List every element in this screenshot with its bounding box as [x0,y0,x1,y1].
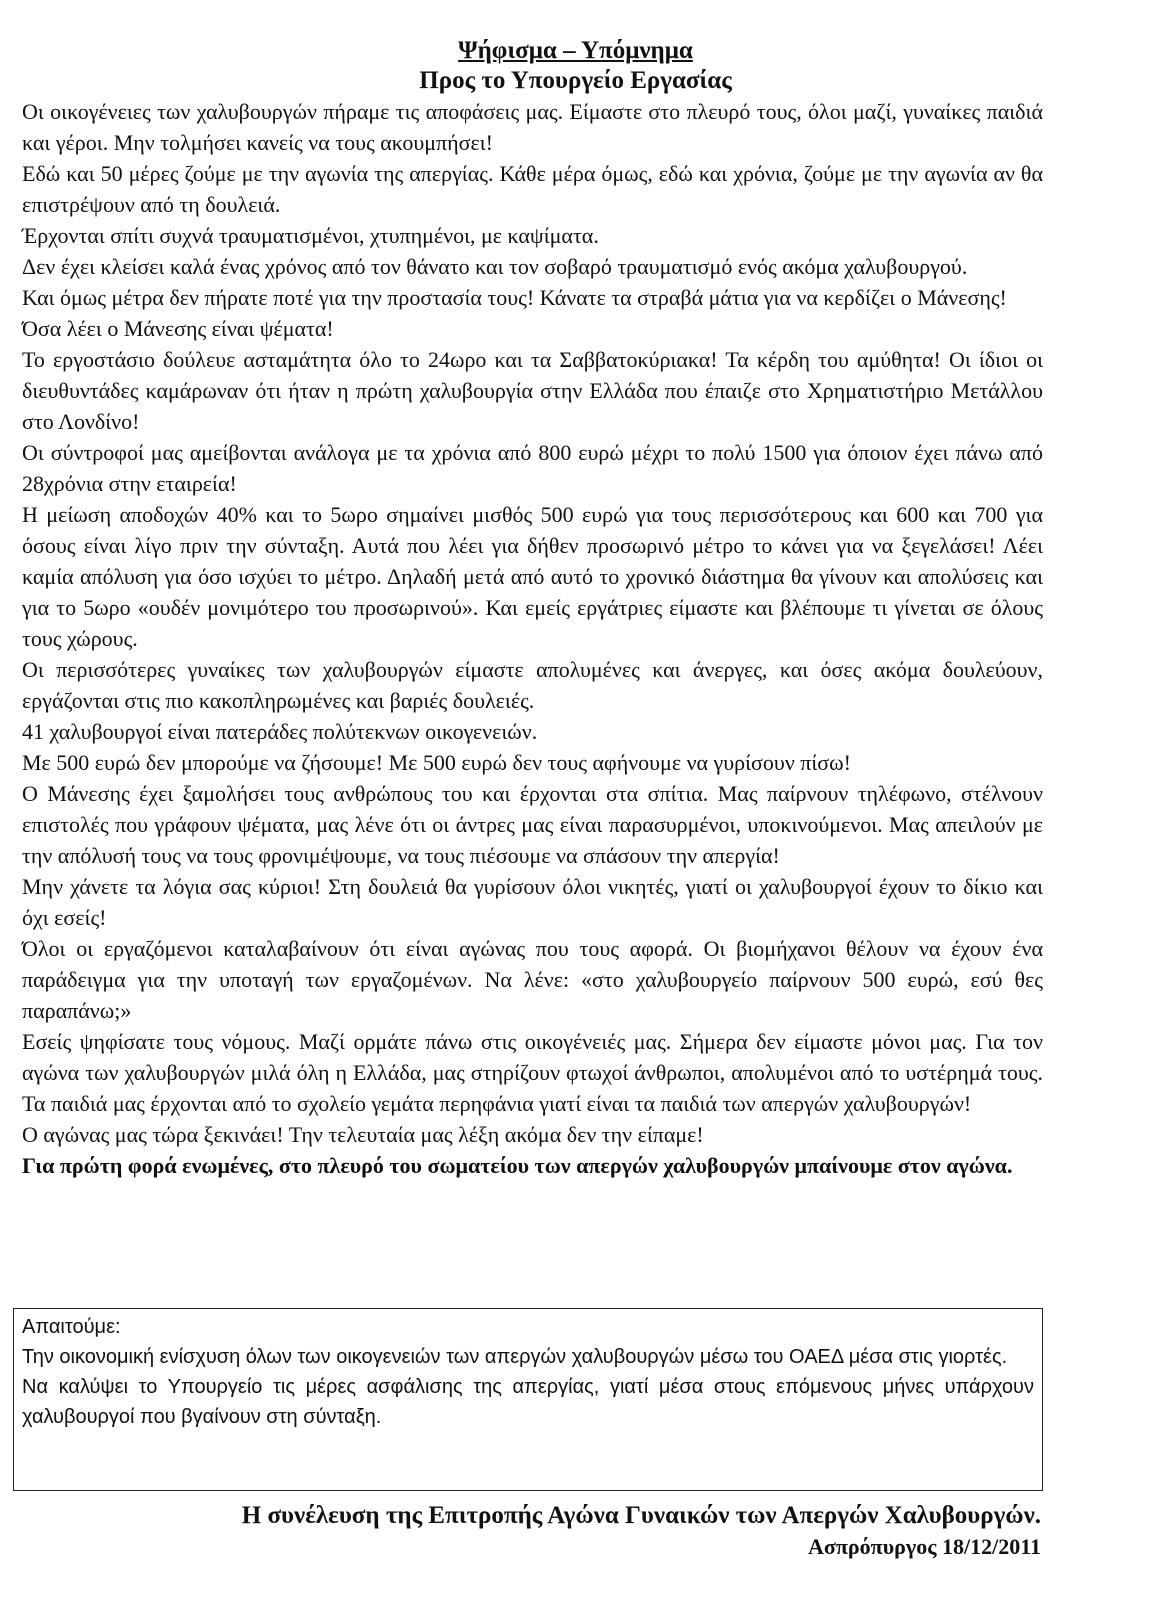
place-date: Ασπρόπυργος 18/12/2011 [807,1534,1041,1559]
document-subtitle: Προς το Υπουργείο Εργασίας [419,67,732,94]
closing-statement: Για πρώτη φορά ενωμένες, στο πλευρό του σωματείου των απεργών χαλυβουργών μπαίνουμε στον αγώνα. [22,1153,1013,1178]
paragraph: Μην χάνετε τα λόγια σας κύριοι! Στη δουλειά θα γυρίσουν όλοι νικητές, γιατί οι χαλυβουργοί έχουν το δίκιο και όχι εσείς! [22,874,1043,930]
paragraph: Το εργοστάσιο δούλευε ασταμάτητα όλο το 24ωρο και τα Σαββατοκύριακα! Τα κέρδη του αμύθητα! Οι ίδιοι οι διευθυντάδες καμάρωναν ότι ήταν η πρώτη χαλυβουργία στην Ελλάδα που έπαιζε στο Χρηματιστήριο Μετάλλου στο Λονδίνο! [22,347,1043,434]
paragraph: Έρχονται σπίτι συχνά τραυματισμένοι, χτυπημένοι, με καψίματα. [22,223,599,248]
paragraph: Και όμως μέτρα δεν πήρατε ποτέ για την προστασία τους! Κάνατε τα στραβά μάτια για να κερδίζει ο Μάνεσης! [22,285,1007,310]
paragraph: Όσα λέει ο Μάνεσης είναι ψέματα! [22,316,334,341]
paragraph: Οι περισσότερες γυναίκες των χαλυβουργών είμαστε απολυμένες και άνεργες, και όσες ακόμα δουλεύουν, εργάζονται στις πιο κακοπληρωμένες και βαριές δουλειές. [22,657,1043,713]
paragraph: 41 χαλυβουργοί είναι πατεράδες πολύτεκνων οικογενειών. [22,719,538,744]
paragraph: Όλοι οι εργαζόμενοι καταλαβαίνουν ότι είναι αγώνας που τους αφορά. Οι βιομήχανοι θέλουν να έχουν ένα παράδειγμα για την υποταγή των εργαζομένων. Να λένε: «στο χαλυβουργείο παίρνουν 500 ευρώ, εσύ θες παραπάνω;» [22,936,1043,1023]
paragraph: Εσείς ψηφίσατε τους νόμους. Μαζί ορμάτε πάνω στις οικογένειές μας. Σήμερα δεν είμαστε μόνοι μας. Για τον αγώνα των χαλυβουργών μιλά όλη η Ελλάδα, μας στηρίζουν φτωχοί άνθρωποι, απολυμένοι από το υστέρημά τους. Τα παιδιά μας έρχονται από το σχολείο γεμάτα περηφάνια γιατί είναι τα παιδιά των απεργών χαλυβουργών! [22,1029,1043,1116]
paragraph: Ο αγώνας μας τώρα ξεκινάει! Την τελευταία μας λέξη ακόμα δεν την είπαμε! [22,1122,704,1147]
signature-block [242,1500,1041,1562]
demands-heading: Απαιτούμε: [22,1316,121,1338]
paragraph: Οι σύντροφοί μας αμείβονται ανάλογα με τα χρόνια από 800 ευρώ μέχρι το πολύ 1500 για όποιον έχει πάνω από 28χρόνια στην εταιρεία! [22,440,1043,496]
document-title: Ψήφισμα – Υπόμνημα [458,37,693,64]
paragraph: Εδώ και 50 μέρες ζούμε με την αγωνία της απεργίας. Κάθε μέρα όμως, εδώ και χρόνια, ζούμε με την αγωνία αν θα επιστρέψουν από τη δουλειά. [22,161,1043,217]
paragraph: Οι οικογένειες των χαλυβουργών πήραμε τις αποφάσεις μας. Είμαστε στο πλευρό τους, όλοι μαζί, γυναίκες παιδιά και γέροι. Μην τολμήσει κανείς να τους ακουμπήσει! [22,99,1043,155]
paragraph: Με 500 ευρώ δεν μπορούμε να ζήσουμε! Με 500 ευρώ δεν τους αφήνουμε να γυρίσουν πίσω! [22,750,851,775]
paragraph: Η μείωση αποδοχών 40% και το 5ωρο σημαίνει μισθός 500 ευρώ για τους περισσότερους και 600 και 700 για όσους είναι λίγο πριν την σύνταξη. Αυτά που λέει για δήθεν προσωρινό μέτρο το κάνει για να ξεγελάσει! Λέει καμία απόλυση για όσο ισχύει το μέτρο. Δηλαδή μετά από αυτό το χρονικό διάστημα θα γίνουν και απολύσεις και για το 5ωρο «ουδέν μονιμότερο του προσωρινού». Και εμείς εργάτριες είμαστε και βλέπουμε τι γίνεται σε όλους τους χώρους. [22,502,1043,651]
paragraph: Δεν έχει κλείσει καλά ένας χρόνος από τον θάνατο και τον σοβαρό τραυματισμό ενός ακόμα χαλυβουργού. [22,254,968,279]
demand-item: Να καλύψει το Υπουργείο τις μέρες ασφάλισης της απεργίας, γιατί μέσα στους επόμενους μήνες υπάρχουν χαλυβουργοί που βγαίνουν στη σύνταξη. [22,1376,1034,1428]
paragraph: Ο Μάνεσης έχει ξαμολήσει τους ανθρώπους του και έρχονται στα σπίτια. Μας παίρνουν τηλέφωνο, στέλνουν επιστολές που γράφουν ψέματα, μας λένε ότι οι άντρες μας είναι παρασυρμένοι, υποκινούμενοι. Μας απειλούν με την απόλυσή τους να τους φρονιμέψουμε, να τους πιέσουμε να σπάσουν την απεργία! [22,781,1043,868]
demands-box [13,1308,1043,1491]
demand-item: Την οικονομική ενίσχυση όλων των οικογενειών των απεργών χαλυβουργών μέσω του ΟΑΕΔ μέσα στις γιορτές. [22,1346,1008,1368]
signature: Η συνέλευση της Επιτροπής Αγώνα Γυναικών των Απεργών Χαλυβουργών. [241,1502,1041,1529]
document-body [22,96,1043,1181]
